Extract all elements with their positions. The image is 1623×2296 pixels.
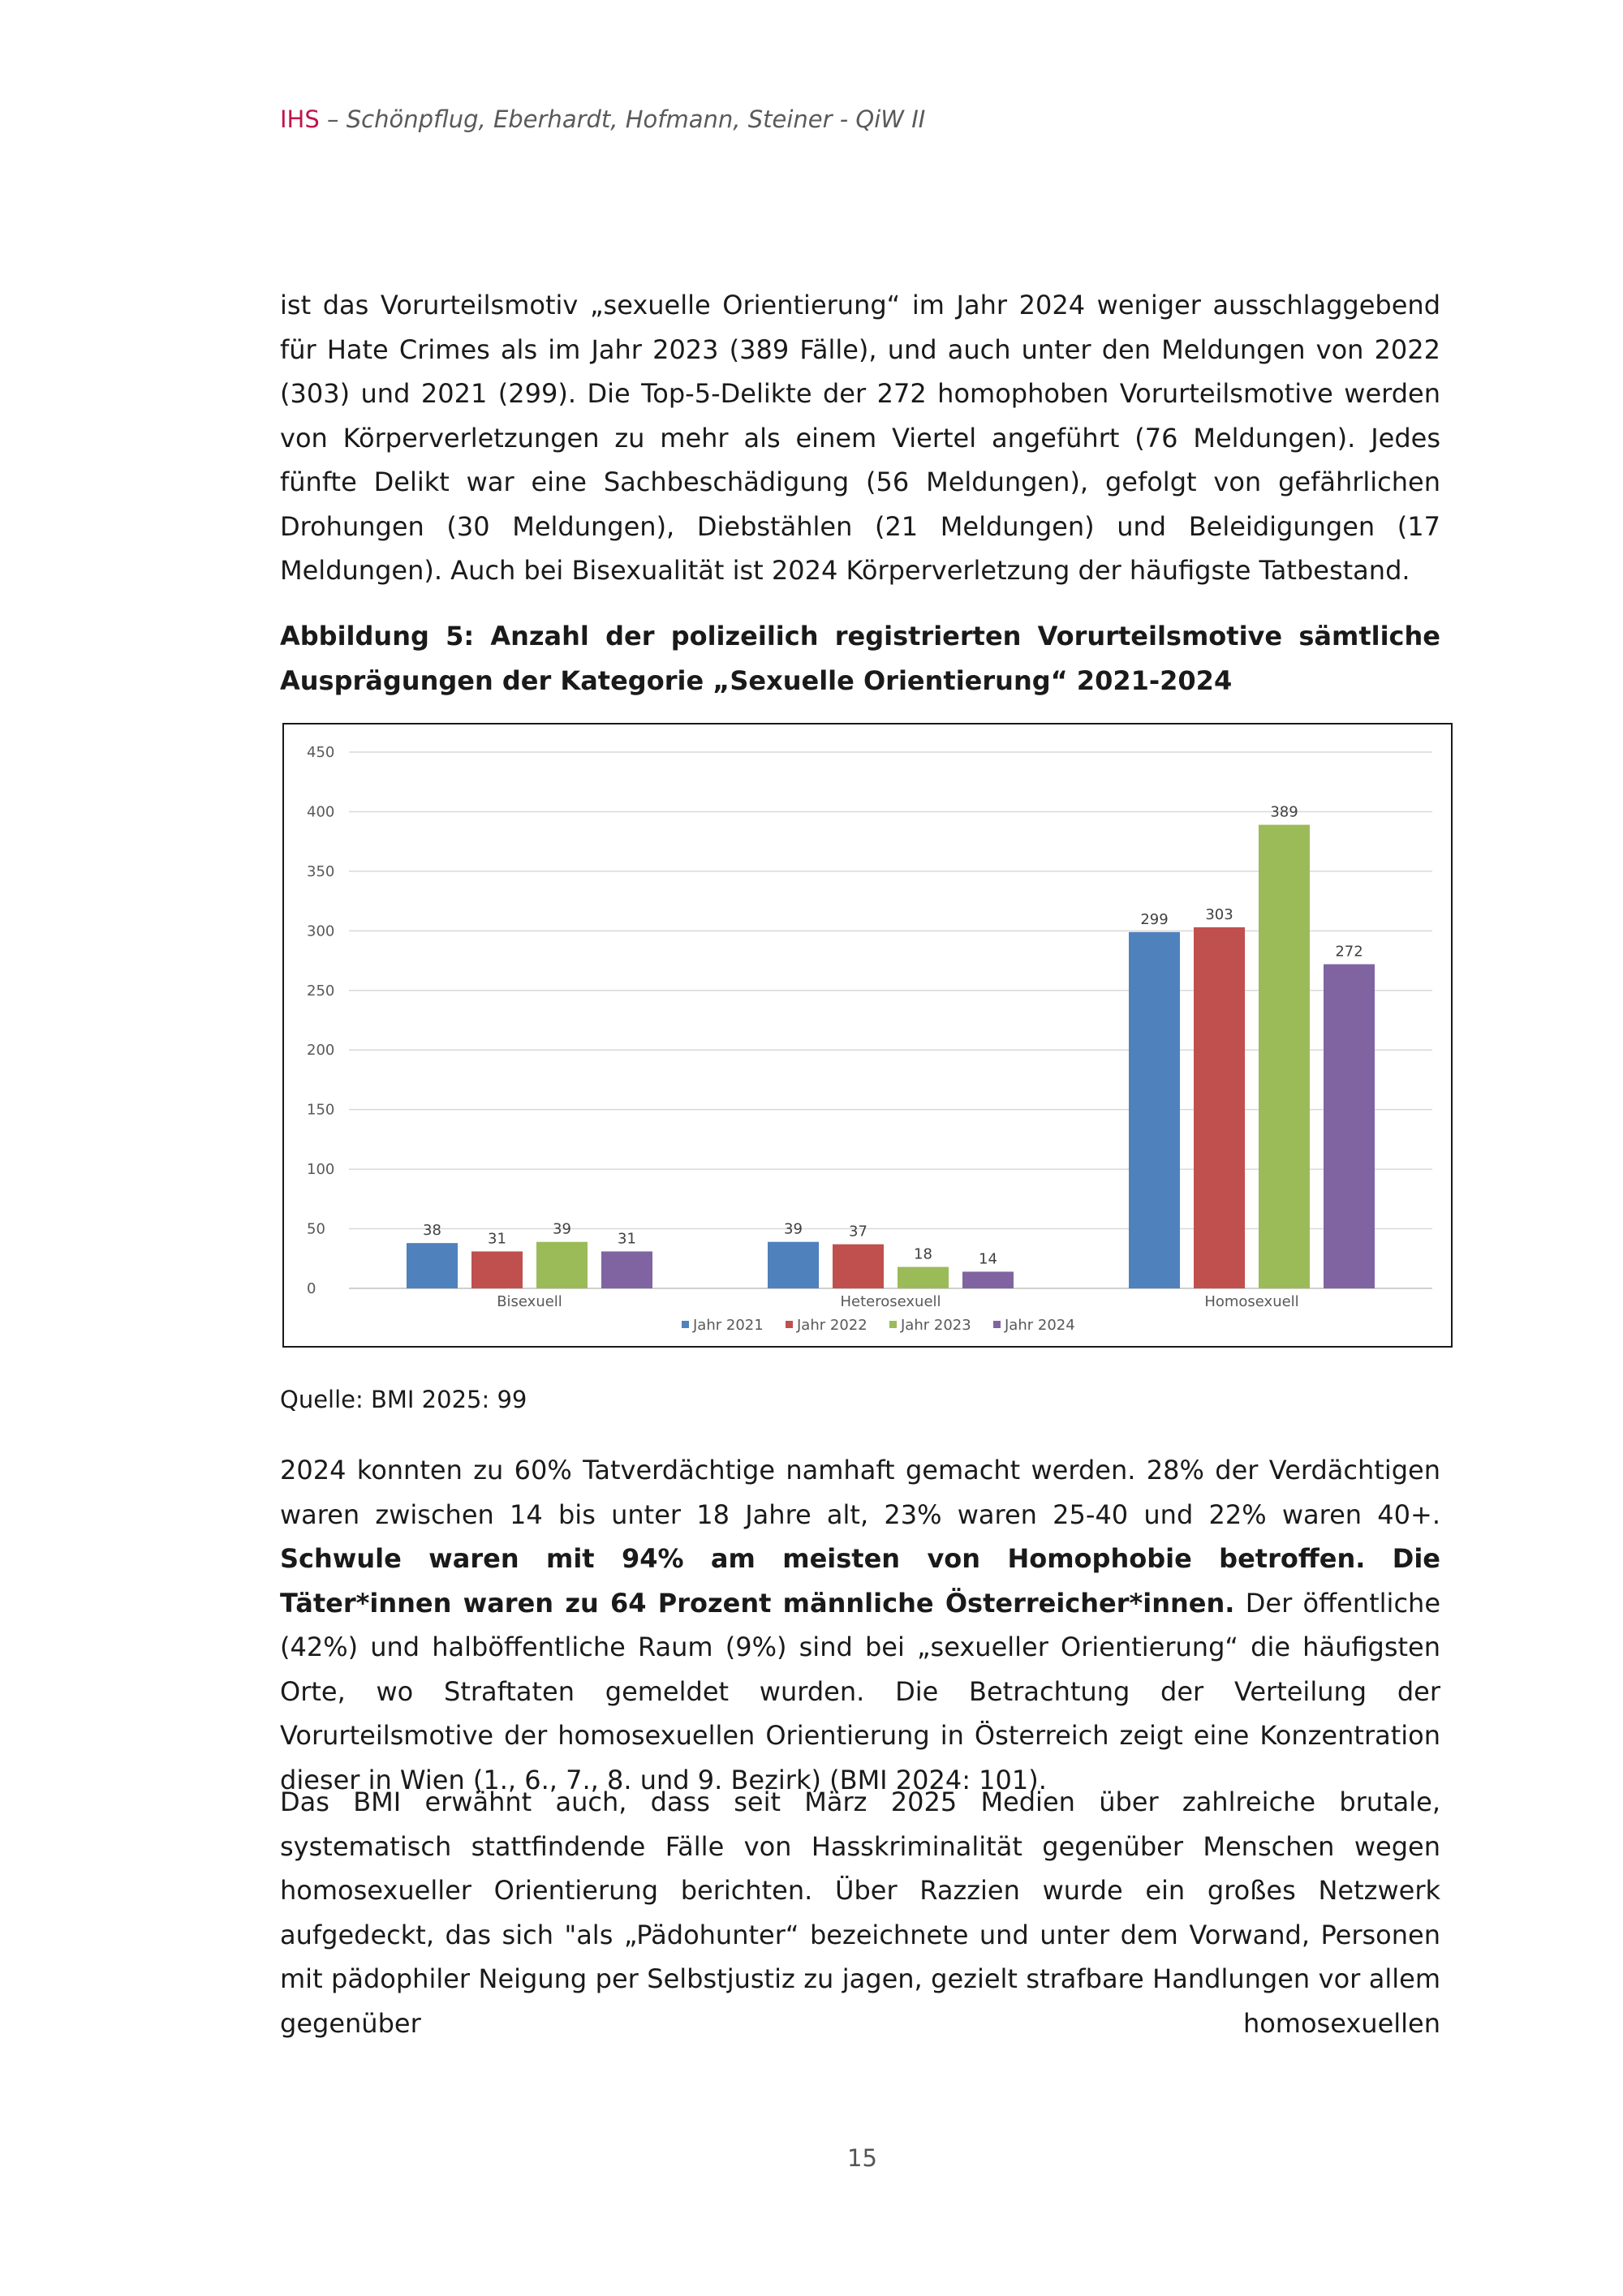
y-tick-label: 100 [307,1161,335,1179]
paragraph-2-bold: Schwule waren mit 94% am meisten von Homophobie betroffen. Die Täter*innen waren zu 64 Prozent männliche Österreicher*innen. [280,1543,1440,1619]
paragraph-2-block [280,1448,1440,1802]
figure-source: Quelle: BMI 2025: 99 [280,1386,527,1413]
x-tick-label: Homosexuell [1204,1293,1299,1310]
data-label: 37 [849,1223,867,1240]
bar-bisexuell-jahr-2021 [407,1243,458,1288]
bar-heterosexuell-jahr-2023 [898,1267,949,1288]
bar-chart [282,723,1453,1348]
bar-bisexuell-jahr-2022 [471,1251,523,1288]
bar-bisexuell-jahr-2024 [601,1251,652,1288]
data-label: 39 [553,1220,571,1238]
legend-entry: Jahr 2024 [1005,1317,1075,1334]
bar-homosexuell-jahr-2022 [1194,927,1245,1288]
data-label: 389 [1270,803,1298,821]
y-tick-label: 400 [307,803,335,821]
bar-bisexuell-jahr-2023 [536,1242,588,1288]
data-label: 38 [423,1222,441,1240]
y-tick-label: 300 [307,922,335,940]
bar-heterosexuell-jahr-2022 [833,1245,884,1288]
page-number: 15 [847,2144,877,2172]
bar-chart-svg [284,724,1450,1345]
legend-swatch [682,1321,689,1328]
data-label: 14 [979,1250,997,1268]
running-header [280,105,925,133]
data-label: 18 [914,1245,932,1263]
bar-heterosexuell-jahr-2021 [768,1242,819,1288]
paragraph-2 [280,1448,1440,1802]
paragraph-3-block [280,1780,1440,2045]
paragraph-3: Das BMI erwähnt auch, dass seit März 2025 Medien über zahlreiche brutale, systematisch stattfindende Fälle von Hasskriminalität gegenüber Menschen wegen homosexueller Orientierung berichten. Über Razzien wurde ein großes Netzwerk aufgedeckt, das sich "als „Pädohunter“ bezeichnete und unter dem Vorwand, Personen mit pädophiler Neigung per Selbstjustiz zu jagen, gezielt strafbare Handlungen vor allem gegenüber homosexuellen [280,1786,1440,2039]
data-label: 31 [488,1230,506,1248]
figure-caption: Abbildung 5: Anzahl der polizeilich registrierten Vorurteilsmotive sämtliche Ausprägungen der Kategorie „Sexuelle Orientierung“ 2021-2024 [280,621,1440,696]
bar-heterosexuell-jahr-2024 [962,1271,1014,1288]
legend-swatch [993,1321,1001,1328]
data-label: 39 [784,1220,803,1238]
paragraph-2-part1: 2024 konnten zu 60% Tatverdächtige namhaft gemacht werden. 28% der Verdächtigen waren zwischen 14 bis unter 18 Jahre alt, 23% waren 25-40 und 22% waren 40+. [280,1455,1440,1530]
data-label: 303 [1205,905,1233,923]
y-tick-label: 350 [307,862,335,880]
legend-entry: Jahr 2021 [693,1317,764,1334]
y-tick-label: 150 [307,1101,335,1119]
legend-entry: Jahr 2023 [901,1317,971,1334]
data-label: 299 [1140,910,1169,928]
y-tick-label: 0 [307,1280,316,1297]
legend-swatch [889,1321,897,1328]
y-tick-label: 450 [307,744,335,761]
bar-homosexuell-jahr-2023 [1259,825,1310,1288]
paragraph-2-part2: Der öffentliche (42%) und halböffentliche Raum (9%) sind bei „sexueller Orientierung“ die häufigsten Orte, wo Straftaten gemeldet wurden. Die Betrachtung der Verteilung der Vorurteilsmotive der homosexuellen Orientierung in Österreich zeigt eine Konzentration dieser in Wien (1., 6., 7., 8. und 9. Bezirk) (BMI 2024: 101). [280,1587,1441,1795]
data-label: 272 [1335,943,1363,961]
bar-homosexuell-jahr-2024 [1324,964,1375,1288]
paragraph-1: ist das Vorurteilsmotiv „sexuelle Orientierung“ im Jahr 2024 weniger ausschlaggebend für Hate Crimes als im Jahr 2023 (389 Fälle), und auch unter den Meldungen von 2022 (303) und 2021 (299). Die Top-5-Delikte der 272 homophoben Vorurteilsmotive werden von Körperverletzungen zu mehr als einem Viertel angeführt (76 Meldungen). Jedes fünfte Delikt war eine Sachbeschädigung (56 Meldungen), gefolgt von gefährlichen Drohungen (30 Meldungen), Diebstählen (21 Meldungen) und Beleidigungen (17 Meldungen). Auch bei Bisexualität ist 2024 Körperverletzung der häufigste Tatbestand. [280,290,1440,586]
paragraph-1-block [280,283,1440,593]
y-tick-label: 200 [307,1042,335,1060]
figure-caption-block [280,614,1440,703]
header-authors: – Schönpflug, Eberhardt, Hofmann, Steiner - QiW II [319,105,926,133]
x-tick-label: Heterosexuell [840,1293,941,1310]
legend-entry: Jahr 2022 [797,1317,867,1334]
y-tick-label: 250 [307,982,335,1000]
bar-homosexuell-jahr-2021 [1129,932,1180,1288]
data-label: 31 [618,1230,636,1248]
y-tick-label: 50 [307,1220,325,1238]
header-org: IHS [280,105,320,133]
x-tick-label: Bisexuell [497,1293,562,1310]
legend-swatch [786,1321,793,1328]
